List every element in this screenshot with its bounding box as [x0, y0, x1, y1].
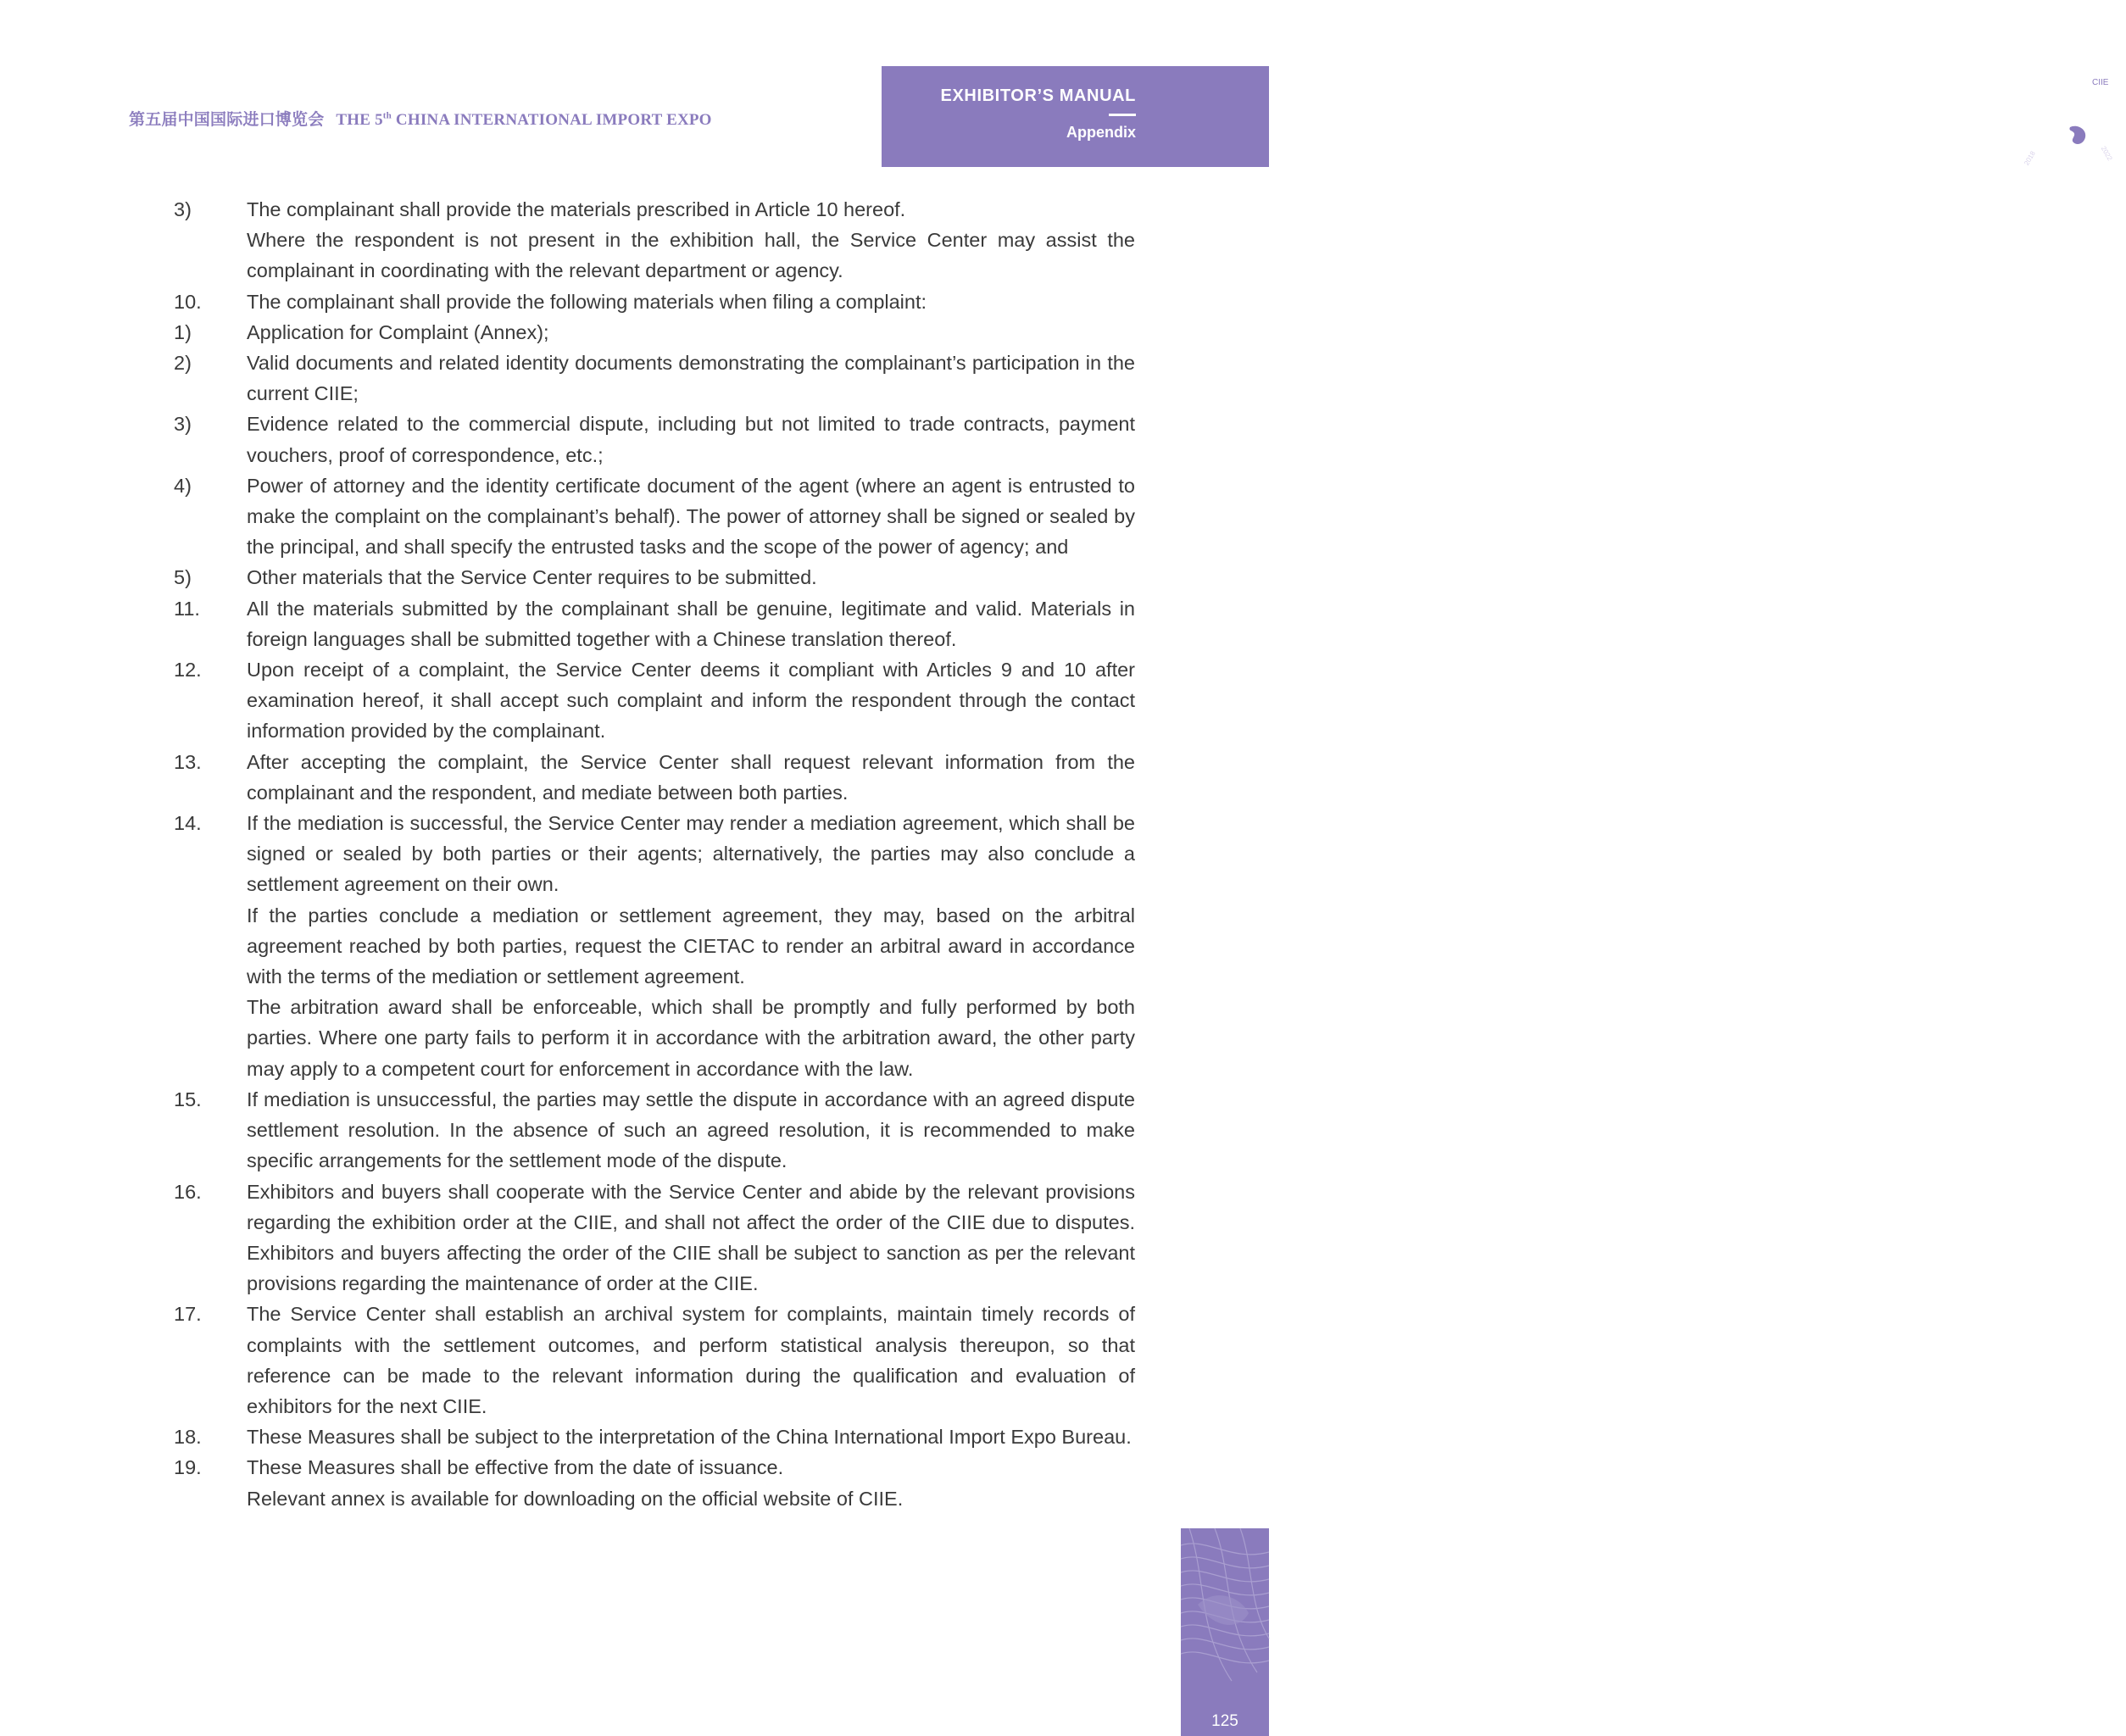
- list-item: [0, 1177, 1269, 1299]
- list-item: [0, 1483, 1269, 1514]
- item-number: 15.: [174, 1088, 202, 1110]
- header-english-title-post: CHINA INTERNATIONAL IMPORT EXPO: [391, 111, 712, 129]
- item-text: If the mediation is successful, the Service Center may render a mediation agreement, which shall be signed or sealed by both parties or their agents; alternatively, the parties may also conclude a settlement agreement on their own.: [247, 812, 1135, 896]
- header-banner: [882, 66, 2114, 167]
- item-text: Application for Complaint (Annex);: [247, 320, 549, 343]
- emblem-year-start: 2018: [2023, 149, 2037, 167]
- list-item: [0, 992, 1269, 1084]
- list-item: [0, 409, 1269, 470]
- list-item: [0, 593, 1269, 654]
- list-item: [0, 1452, 1269, 1483]
- list-item: [0, 194, 1269, 225]
- item-number: 10.: [174, 290, 202, 313]
- item-text: After accepting the complaint, the Service Center shall request relevant information from the complainant and the respondent, and mediate between both parties.: [247, 750, 1135, 804]
- item-number: 12.: [174, 659, 202, 682]
- item-number: 5): [174, 566, 192, 589]
- emblem-text: CIIE: [2092, 78, 2109, 87]
- header-english-title-pre: THE 5: [336, 111, 383, 129]
- list-item: [0, 1422, 1269, 1452]
- item-number: 18.: [174, 1426, 202, 1449]
- item-text: If the parties conclude a mediation or settlement agreement, they may, based on the arbitral agreement reached by both parties, request the CIETAC to render an arbitral award in accordance with the terms of the mediation or settlement agreement.: [247, 904, 1135, 988]
- list-item: [0, 1299, 1269, 1422]
- item-text: These Measures shall be subject to the interpretation of the China International Import Expo Bureau.: [247, 1426, 1132, 1449]
- item-text: All the materials submitted by the complainant shall be genuine, legitimate and valid. Materials in foreign languages shall be submitted together with a Chinese translation thereof.: [247, 597, 1135, 650]
- item-text: Other materials that the Service Center requires to be submitted.: [247, 566, 817, 589]
- manual-title: EXHIBITOR’S MANUAL: [940, 86, 1136, 105]
- list-item: [0, 1084, 1269, 1177]
- item-text: The arbitration award shall be enforceable, which shall be promptly and fully performed by both parties. Where one party fails to perform it in accordance with the arbitration award, the other party may apply to a competent court for enforcement in accordance with the law.: [247, 996, 1135, 1080]
- wave-pattern-icon: [1181, 1528, 1269, 1736]
- item-text: Evidence related to the commercial dispute, including but not limited to trade contracts, payment vouchers, proof of correspondence, etc.;: [247, 413, 1135, 466]
- item-text: Power of attorney and the identity certificate document of the agent (where an agent is entrusted to make the complaint on the complainant’s behalf). The power of attorney shall be signed or sealed by the principal, and shall specify the entrusted tasks and the scope of the power of agency; and: [247, 474, 1135, 559]
- list-item: [0, 348, 1269, 409]
- list-item: [0, 900, 1269, 993]
- list-item: [0, 317, 1269, 348]
- item-text: Relevant annex is available for downloading on the official website of CIIE.: [247, 1487, 904, 1510]
- item-number: 3): [174, 198, 192, 220]
- header-english-title-sup: th: [382, 110, 392, 121]
- item-number: 4): [174, 474, 192, 497]
- ciie-five-logo-icon: [2017, 68, 2126, 165]
- item-number: 19.: [174, 1456, 202, 1479]
- list-item: [0, 287, 1269, 317]
- list-item: [0, 562, 1269, 593]
- item-text: If mediation is unsuccessful, the parties may settle the dispute in accordance with an agreed dispute settlement resolution. In the absence of such an agreed resolution, it is recommended to make specific arrangements for the settlement mode of the dispute.: [247, 1088, 1135, 1172]
- item-number: 14.: [174, 812, 202, 835]
- document-body: [0, 194, 1269, 1514]
- page-number: 125: [1211, 1712, 1238, 1730]
- item-text: These Measures shall be effective from the date of issuance.: [247, 1456, 784, 1479]
- item-text: Valid documents and related identity documents demonstrating the complainant’s participation in the current CIIE;: [247, 352, 1135, 405]
- item-number: 17.: [174, 1303, 202, 1326]
- header-divider: [1109, 114, 1136, 116]
- item-text: Upon receipt of a complaint, the Service Center deems it compliant with Articles 9 and 10 after examination hereof, it shall accept such complaint and inform the respondent through the contact information provided by the complainant.: [247, 659, 1135, 743]
- emblem-year-end: 2022: [2099, 145, 2114, 162]
- item-number: 2): [174, 352, 192, 375]
- item-number: 3): [174, 413, 192, 436]
- item-text: The complainant shall provide the following materials when filing a complaint:: [247, 290, 927, 313]
- item-number: 16.: [174, 1180, 202, 1203]
- item-text: Where the respondent is not present in the exhibition hall, the Service Center may assist the complainant in coordinating with the relevant department or agency.: [247, 229, 1135, 282]
- running-header: [129, 107, 712, 130]
- list-item: [0, 808, 1269, 900]
- list-item: [0, 654, 1269, 747]
- item-text: Exhibitors and buyers shall cooperate with the Service Center and abide by the relevant provisions regarding the exhibition order at the CIIE, and shall not affect the order of the CIIE due to disputes. Exhibitors and buyers affecting the order of the CIIE shall be subject to sanction as per the relevant provisions regarding the maintenance of order at the CIIE.: [247, 1180, 1135, 1295]
- header-chinese-title: 第五届中国国际进口博览会: [129, 111, 325, 129]
- list-item: [0, 747, 1269, 808]
- list-item: [0, 470, 1269, 563]
- item-text: The Service Center shall establish an archival system for complaints, maintain timely records of complaints with the settlement outcomes, and perform statistical analysis thereupon, so that reference can be made to the relevant information during the qualification and evaluation of exhibitors for the next CIIE.: [247, 1303, 1135, 1417]
- item-number: 13.: [174, 750, 202, 773]
- item-text: The complainant shall provide the materials prescribed in Article 10 hereof.: [247, 198, 906, 220]
- item-number: 11.: [174, 597, 200, 620]
- list-item: [0, 225, 1269, 286]
- decorative-side-band: [1181, 1528, 1269, 1736]
- item-number: 1): [174, 320, 192, 343]
- section-label: Appendix: [1066, 124, 1136, 141]
